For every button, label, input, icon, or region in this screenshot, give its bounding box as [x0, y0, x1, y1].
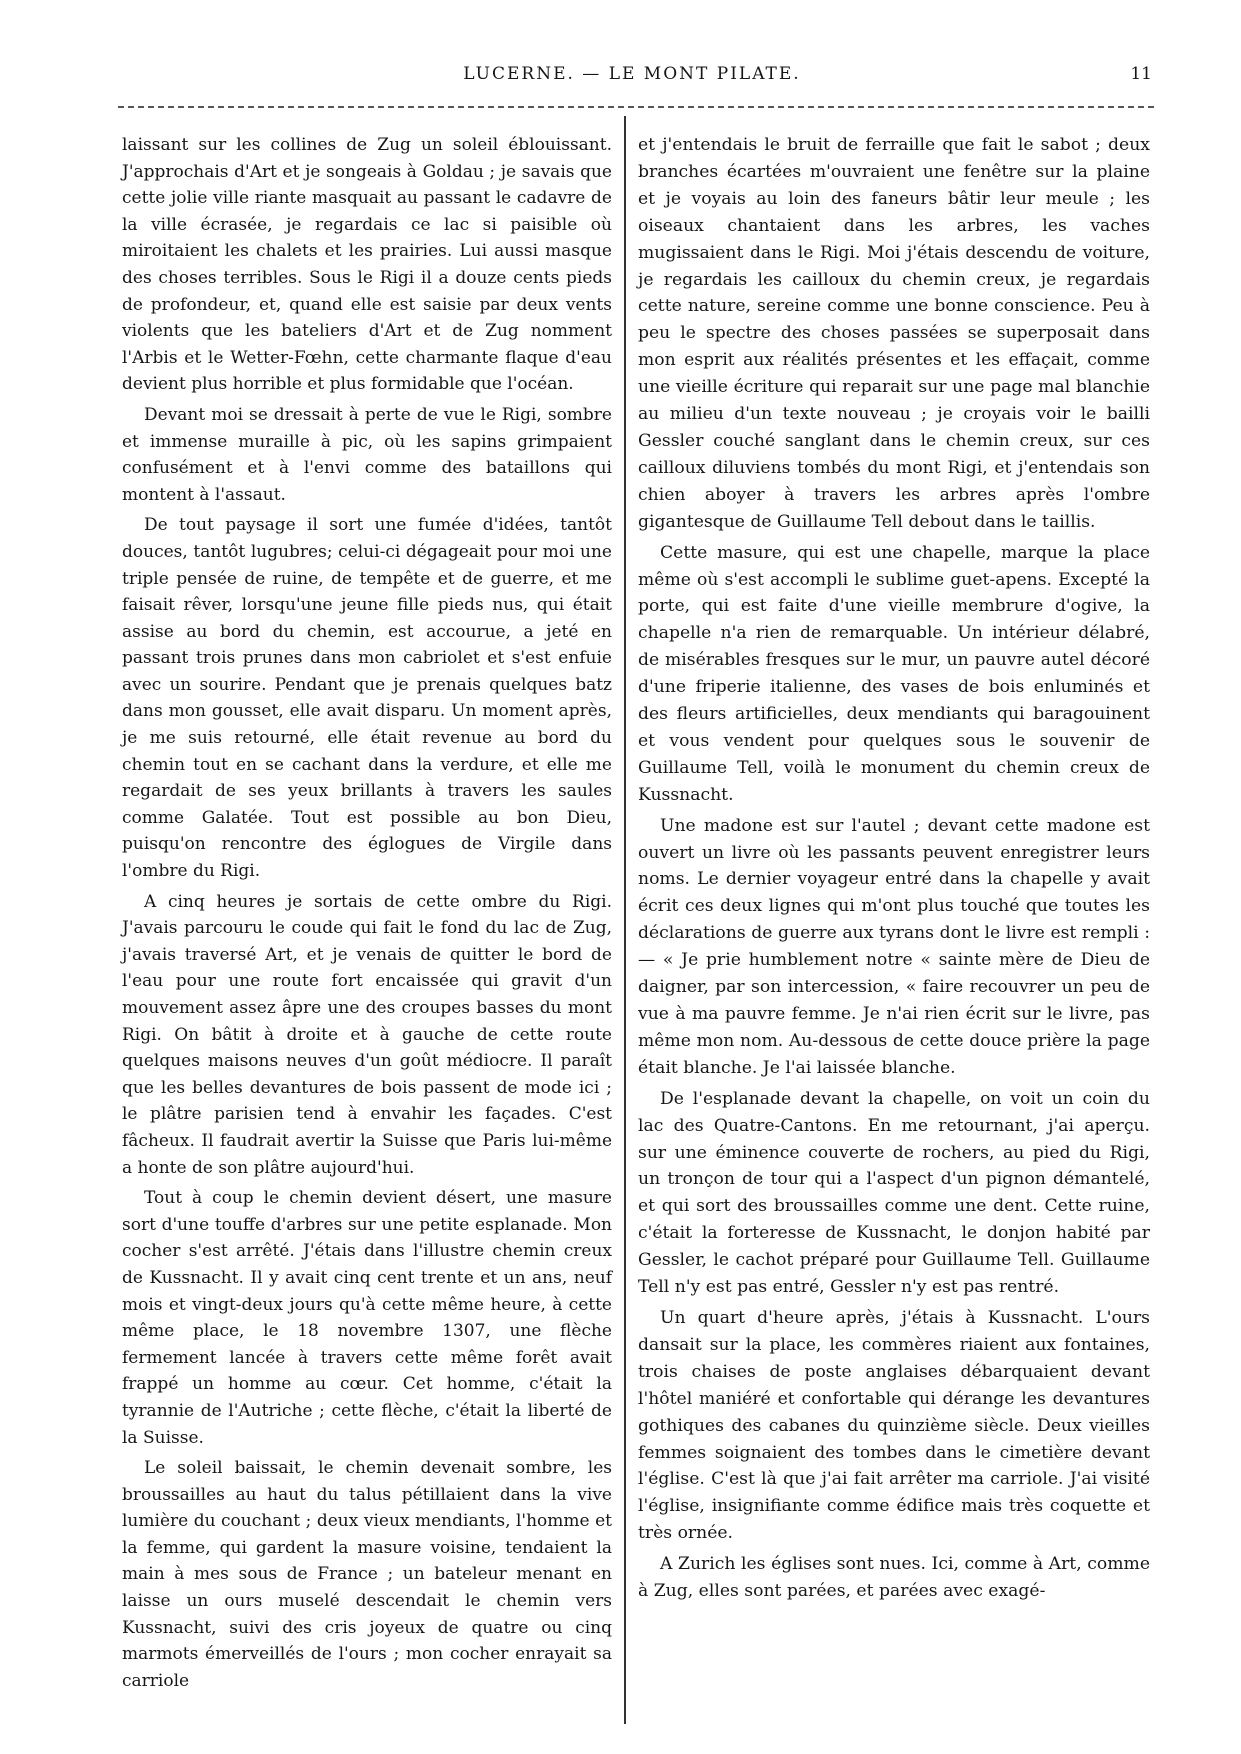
- paragraph: Cette masure, qui est une chapelle, marque la place même où s'est accompli le sublime guet-apens. Excepté la porte, qui est faite d'une vieille membrure d'ogive, la chapelle n'a rien de remarquable. Un intérieur délabré, de misérables fresques sur le mur, un pauvre autel décoré d'une friperie italienne, des vases de bois enluminés et des fleurs artificielles, deux mendiants qui baragouinent et vous vendent pour quelques sous le souvenir de Guillaume Tell, voilà le monument du chemin creux de Kussnacht.: [638, 542, 1150, 805]
- paragraph: A Zurich les églises sont nues. Ici, comme à Art, comme à Zug, elles sont parées, et parées avec exagé-: [638, 1554, 1150, 1602]
- column-divider: [624, 116, 626, 1724]
- paragraph: Un quart d'heure après, j'étais à Kussnacht. L'ours dansait sur la place, les commères riaient aux fontaines, trois chaises de poste anglaises débarquaient devant l'hôtel maniéré et confortable qui dérange les devantures gothiques des cabanes du quinzième siècle. Deux vieilles femmes soignaient des tombes dans le cimetière devant l'église. C'est là que j'ai fait arrêter ma carriole. J'ai visité l'église, insignifiante comme édifice mais très coquette et très ornée.: [638, 1307, 1150, 1544]
- running-title: LUCERNE. — LE MONT PILATE.: [463, 64, 801, 84]
- right-column: [638, 132, 1150, 1609]
- paragraph: laissant sur les collines de Zug un soleil éblouissant. J'approchais d'Art et je songeais à Goldau ; je savais que cette jolie ville riante masquait au passant le cadavre de la ville écrasée, je regardais ce lac si paisible où miroitaient les chalets et les prairies. Lui aussi masque des choses terribles. Sous le Rigi il a douze cents pieds de profondeur, et, quand elle est saisie par deux vents violents que les bateliers d'Art et de Zug nomment l'Arbis et le Wetter-Fœhn, cette charmante flaque d'eau devient plus horrible et plus formidable que l'océan.: [122, 135, 612, 395]
- running-header: [112, 62, 1152, 88]
- paragraph: Tout à coup le chemin devient désert, une masure sort d'une touffe d'arbres sur une petite esplanade. Mon cocher s'est arrêté. J'étais dans l'illustre chemin creux de Kussnacht. Il y avait cinq cent trente et un ans, neuf mois et vingt-deux jours qu'à cette même heure, à cette même place, le 18 novembre 1307, une flèche fermement lancée à travers cette même forêt avait frappé un homme au cœur. Cet homme, c'était la tyrannie de l'Autriche ; cette flèche, c'était la liberté de la Suisse.: [122, 1188, 612, 1448]
- page-number: 11: [1130, 64, 1152, 84]
- paragraph: Une madone est sur l'autel ; devant cette madone est ouvert un livre où les passants peuvent enregistrer leurs noms. Le dernier voyageur entré dans la chapelle y avait écrit ces deux lignes qui m'ont plus touché que toutes les déclarations de guerre aux tyrans dont le livre est rempli : — « Je prie humblement notre « sainte mère de Dieu de daigner, par son intercession, « faire recouvrer un peu de vue à ma pauvre femme. Je n'ai rien écrit sur le livre, pas même mon nom. Au-dessous de cette douce prière la page était blanche. Je l'ai laissée blanche.: [638, 815, 1150, 1078]
- left-column: [122, 132, 612, 1698]
- paragraph: Devant moi se dressait à perte de vue le Rigi, sombre et immense muraille à pic, où les sapins grimpaient confusément et à l'envi comme des bataillons qui montent à l'assaut.: [122, 404, 612, 505]
- header-rule: [118, 106, 1154, 108]
- paragraph: De tout paysage il sort une fumée d'idées, tantôt douces, tantôt lugubres; celui-ci dégageait pour moi une triple pensée de ruine, de tempête et de guerre, et me faisait rêver, lorsqu'une jeune fille pieds nus, qui était assise au bord du chemin, est accourue, a jeté en passant trois prunes dans mon cabriolet et s'est enfuie avec un sourire. Pendant que je prenais quelques batz dans mon gousset, elle avait disparu. Un moment après, je me suis retourné, elle était revenue au bord du chemin tout en se cachant dans la verdure, et elle me regardait de ses yeux brillants à travers les saules comme Galatée. Tout est possible au bon Dieu, puisqu'on rencontre des églogues de Virgile dans l'ombre du Rigi.: [122, 515, 612, 882]
- paragraph: et j'entendais le bruit de ferraille que fait le sabot ; deux branches écartées m'ouvraient une fenêtre sur la plaine et je voyais au loin des faneurs bâtir leur meule ; les oiseaux chantaient dans les arbres, les vaches mugissaient dans le Rigi. Moi j'étais descendu de voiture, je regardais les cailloux du chemin creux, je regardais cette nature, sereine comme une bonne conscience. Peu à peu le spectre des choses passées se superposait dans mon esprit aux réalités présentes et les effaçait, comme une vieille écriture qui reparait sur une page mal blanchie au milieu d'un texte nouveau ; je croyais voir le bailli Gessler couché sanglant dans le chemin creux, sur ces cailloux diluviens tombés du mont Rigi, et j'entendais son chien aboyer à travers les arbres après l'ombre gigantesque de Guillaume Tell debout dans le taillis.: [638, 135, 1150, 532]
- paragraph: A cinq heures je sortais de cette ombre du Rigi. J'avais parcouru le coude qui fait le fond du lac de Zug, j'avais traversé Art, et je venais de quitter le bord de l'eau pour une route fort encaissée qui gravit d'un mouvement assez âpre une des croupes basses du mont Rigi. On bâtit à droite et à gauche de cette route quelques maisons neuves d'un goût médiocre. Il paraît que les belles devantures de bois passent de mode ici ; le plâtre parisien tend à envahir les façades. C'est fâcheux. Il faudrait avertir la Suisse que Paris lui-même a honte de son plâtre aujourd'hui.: [122, 891, 612, 1178]
- paragraph: De l'esplanade devant la chapelle, on voit un coin du lac des Quatre-Cantons. En me retournant, j'ai aperçu. sur une éminence couverte de rochers, au pied du Rigi, un tronçon de tour qui a l'aspect d'un pignon démantelé, et qui sort des broussailles comme une dent. Cette ruine, c'était la forteresse de Kussnacht, le donjon habité par Gessler, le cachot préparé pour Guillaume Tell. Guillaume Tell n'y est pas entré, Gessler n'y est pas rentré.: [638, 1088, 1150, 1298]
- paragraph: Le soleil baissait, le chemin devenait sombre, les broussailles au haut du talus pétillaient dans la vive lumière du couchant ; deux vieux mendiants, l'homme et la femme, qui gardent la masure voisine, tendaient la main à mes sous de France ; un bateleur menant en laisse un ours muselé descendait le chemin vers Kussnacht, suivi des cris joyeux de quatre ou cinq marmots émerveillés de l'ours ; mon cocher enrayait sa carriole: [122, 1458, 612, 1691]
